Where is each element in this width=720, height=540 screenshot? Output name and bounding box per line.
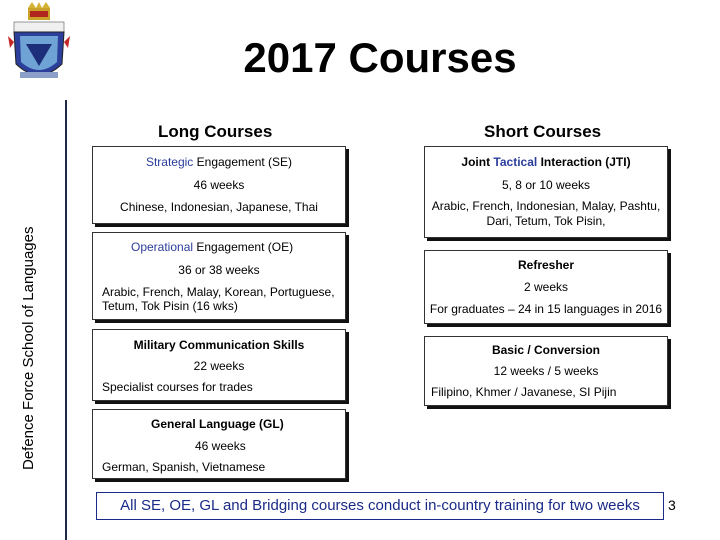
sidebar	[0, 0, 66, 540]
course-title-rest: Engagement (OE)	[193, 240, 294, 254]
course-languages: Arabic, French, Indonesian, Malay, Pashtu, Dari, Tetum, Tok Pisin,	[431, 199, 661, 228]
sidebar-vertical-title: Defence Force School of Languages	[20, 226, 37, 470]
course-box-refresher	[424, 250, 668, 324]
defence-school-crest-logo	[6, 2, 72, 102]
course-box-military-communication-skills	[92, 329, 346, 401]
course-languages: Arabic, French, Malay, Korean, Portuguese, Tetum, Tok Pisin (16 wks)	[102, 285, 335, 313]
course-title: Refresher	[517, 258, 575, 272]
slide-title: 2017 Courses	[243, 34, 517, 81]
course-duration: 2 weeks	[523, 280, 569, 294]
course-box-basic-conversion	[424, 336, 668, 406]
course-box-joint-tactical-interaction	[424, 146, 668, 238]
course-box-operational-engagement	[92, 232, 346, 320]
course-title-accent: Operational	[131, 240, 194, 254]
course-note: Specialist courses for trades	[102, 380, 253, 394]
course-title-pre: Joint	[461, 155, 494, 169]
course-title-accent: Strategic	[145, 155, 194, 169]
page-number: 3	[668, 497, 676, 513]
course-duration: 12 weeks / 5 weeks	[493, 364, 599, 378]
course-duration: 5, 8 or 10 weeks	[501, 178, 591, 192]
long-courses-heading: Long Courses	[158, 122, 273, 141]
course-languages: German, Spanish, Vietnamese	[102, 460, 266, 474]
course-duration: 46 weeks	[193, 178, 245, 192]
course-languages: Chinese, Indonesian, Japanese, Thai	[120, 200, 318, 214]
course-title	[93, 155, 345, 169]
course-title-rest: Engagement (SE)	[193, 155, 293, 169]
course-title: Military Communication Skills	[133, 338, 305, 352]
course-duration: 22 weeks	[193, 359, 245, 373]
course-duration: 46 weeks	[195, 439, 246, 453]
course-title: Basic / Conversion	[491, 343, 601, 357]
short-courses-heading: Short Courses	[484, 122, 602, 141]
course-title: General Language (GL)	[151, 417, 284, 431]
sidebar-divider	[65, 100, 67, 540]
course-box-general-language	[92, 409, 346, 479]
course-note: For graduates – 24 in 15 languages in 2016	[429, 302, 663, 316]
course-title-rest: Interaction (JTI)	[537, 155, 631, 169]
course-languages: Filipino, Khmer / Javanese, SI Pijin	[431, 385, 617, 399]
course-box-strategic-engagement	[92, 146, 346, 224]
course-title	[131, 240, 293, 254]
course-title-accent: Tactical	[493, 155, 538, 169]
course-title	[425, 155, 667, 169]
course-duration: 36 or 38 weeks	[178, 263, 260, 277]
footer-note: All SE, OE, GL and Bridging courses conduct in-country training for two weeks	[96, 492, 664, 520]
